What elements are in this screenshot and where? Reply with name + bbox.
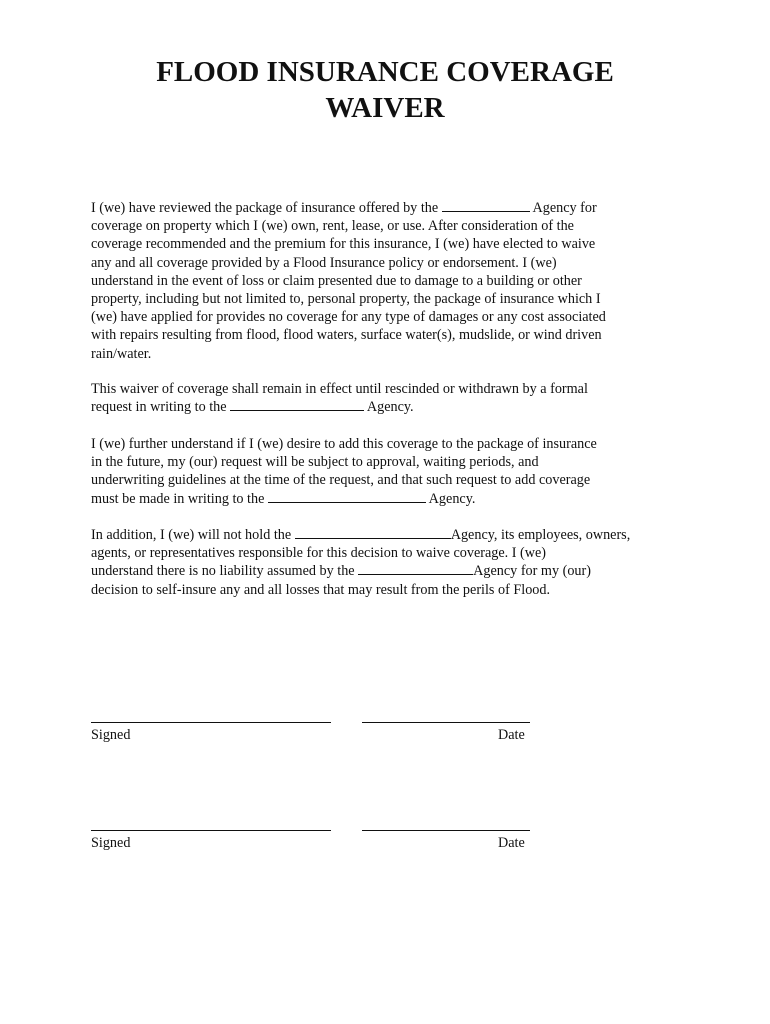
title-line-1: FLOOD INSURANCE COVERAGE [156,56,614,88]
paragraph-review [91,199,691,363]
text-run: Agency. [425,490,476,507]
text-line: (we) have applied for provides no coverage for any type of damages or any cost associated [91,309,606,326]
text-line: any and all coverage provided by a Flood Insurance policy or endorsement. I (we) [91,254,557,271]
paragraph-liability [91,526,691,599]
text-line: coverage on property which I (we) own, rent, lease, or use. After consideration of the [91,218,574,235]
text-run: Agency for [529,200,597,216]
text-run: In addition, I (we) will not hold the [91,527,295,543]
agency-blank-5[interactable] [358,562,473,575]
agency-blank-2[interactable] [230,398,364,411]
text-line: in the future, my (our) request will be subject to approval, waiting periods, and [91,454,539,471]
agency-blank-1[interactable] [442,199,530,212]
signature-line-1[interactable] [91,722,331,723]
date-label-1: Date [498,727,525,743]
date-line-2[interactable] [362,830,530,831]
title-line-2: WAIVER [325,92,445,124]
text-run: Agency, its employees, owners, [450,527,631,543]
text-line: I (we) further understand if I (we) desire to add this coverage to the package of insurance [91,436,597,452]
text-run: Agency for my (our) [473,563,591,580]
text-run: request in writing to the [91,399,231,416]
paragraph-waiver-duration [91,380,691,416]
signed-label-2: Signed [91,835,131,851]
agency-blank-4[interactable] [295,526,451,539]
text-line: This waiver of coverage shall remain in effect until rescinded or withdrawn by a formal [91,381,588,397]
paragraph-future-coverage [91,435,691,508]
text-line: with repairs resulting from flood, flood waters, surface water(s), mudslide, or wind driven [91,327,602,344]
agency-blank-3[interactable] [268,490,426,503]
text-line: understand in the event of loss or claim presented due to damage to a building or other [91,272,582,289]
text-line: decision to self-insure any and all losses that may result from the perils of Flood. [91,581,551,598]
text-run: understand there is no liability assumed by the [91,563,359,580]
document-title [0,54,770,126]
date-line-1[interactable] [362,722,530,723]
signed-label-1: Signed [91,727,131,743]
text-line: underwriting guidelines at the time of the request, and that such request to add coverage [91,472,591,489]
date-label-2: Date [498,835,525,851]
text-line: property, including but not limited to, personal property, the package of insurance which I [91,291,601,308]
signature-line-2[interactable] [91,830,331,831]
text-line: coverage recommended and the premium for this insurance, I (we) have elected to waive [91,236,596,253]
text-line: agents, or representatives responsible for this decision to waive coverage. I (we) [91,545,547,562]
text-run: I (we) have reviewed the package of insurance offered by the [91,200,442,216]
text-run: Agency. [364,399,414,416]
text-run: must be made in writing to the [91,490,268,507]
text-line: rain/water. [91,345,152,362]
